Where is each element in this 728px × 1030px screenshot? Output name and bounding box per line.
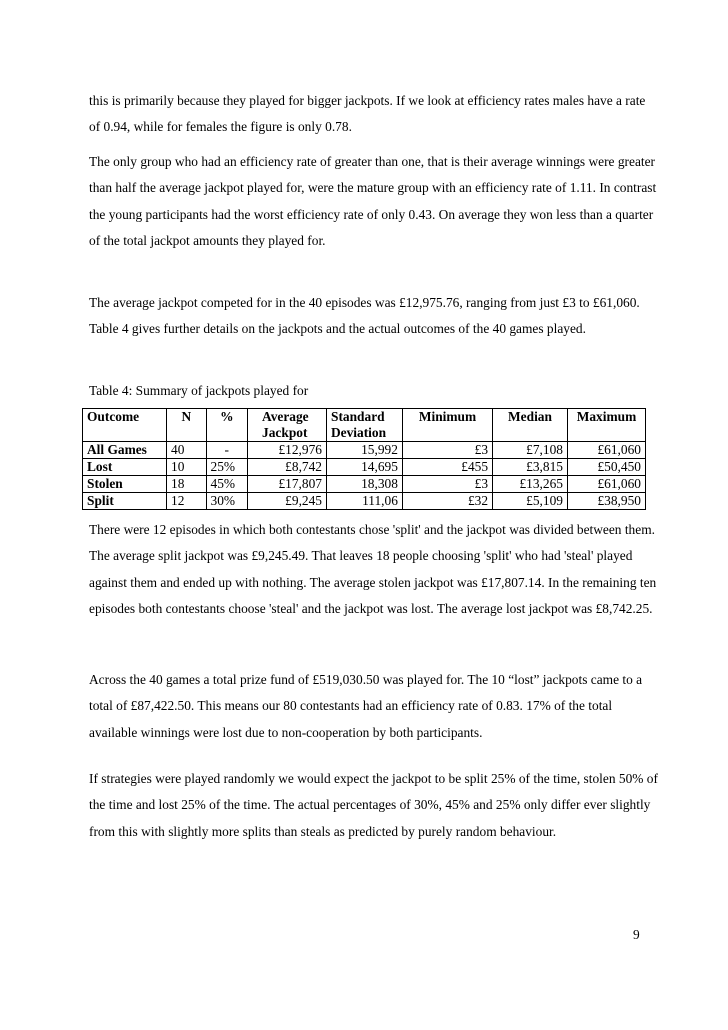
cell-percent: 30% bbox=[206, 493, 248, 510]
cell-average: £9,245 bbox=[248, 493, 327, 510]
table-row bbox=[83, 476, 646, 493]
jackpot-summary-table bbox=[82, 408, 646, 510]
table-row bbox=[83, 442, 646, 459]
cell-outcome: Stolen bbox=[83, 476, 167, 493]
cell-median: £13,265 bbox=[493, 476, 568, 493]
header-average-line1: Average bbox=[262, 409, 309, 424]
header-minimum: Minimum bbox=[402, 409, 492, 442]
cell-minimum: £32 bbox=[402, 493, 492, 510]
paragraph-average-jackpot: The average jackpot competed for in the 40 episodes was £12,975.76, ranging from just £3 to £61,060. Table 4 gives further details on the jackpots and the actual outcomes of the 40 games played. bbox=[89, 295, 640, 337]
header-n: N bbox=[167, 409, 206, 442]
header-median: Median bbox=[493, 409, 568, 442]
cell-n: 18 bbox=[167, 476, 206, 493]
cell-average: £12,976 bbox=[248, 442, 327, 459]
cell-minimum: £3 bbox=[402, 442, 492, 459]
cell-average: £17,807 bbox=[248, 476, 327, 493]
cell-n: 10 bbox=[167, 459, 206, 476]
header-percent: % bbox=[206, 409, 248, 442]
table-row bbox=[83, 459, 646, 476]
cell-percent: 25% bbox=[206, 459, 248, 476]
cell-outcome: All Games bbox=[83, 442, 167, 459]
header-average-jackpot bbox=[248, 409, 327, 442]
cell-maximum: £38,950 bbox=[567, 493, 645, 510]
cell-percent: 45% bbox=[206, 476, 248, 493]
cell-n: 40 bbox=[167, 442, 206, 459]
cell-stddev: 18,308 bbox=[327, 476, 403, 493]
cell-outcome: Lost bbox=[83, 459, 167, 476]
cell-maximum: £61,060 bbox=[567, 476, 645, 493]
header-maximum: Maximum bbox=[567, 409, 645, 442]
table-header-row bbox=[83, 409, 646, 442]
cell-stddev: 111,06 bbox=[327, 493, 403, 510]
cell-minimum: £3 bbox=[402, 476, 492, 493]
cell-percent: - bbox=[206, 442, 248, 459]
header-outcome: Outcome bbox=[83, 409, 167, 442]
cell-maximum: £61,060 bbox=[567, 442, 645, 459]
header-stddev-line2: Deviation bbox=[331, 425, 387, 440]
cell-minimum: £455 bbox=[402, 459, 492, 476]
table-caption: Table 4: Summary of jackpots played for bbox=[89, 383, 309, 398]
table-row bbox=[83, 493, 646, 510]
header-stddev-line1: Standard bbox=[331, 409, 385, 424]
cell-median: £7,108 bbox=[493, 442, 568, 459]
cell-n: 12 bbox=[167, 493, 206, 510]
cell-maximum: £50,450 bbox=[567, 459, 645, 476]
paragraph-random-strategies: If strategies were played randomly we would expect the jackpot to be split 25% of the time, stolen 50% of the time and lost 25% of the time. The actual percentages of 30%, 45% and 25% only differ ever slightly from this with slightly more splits than steals as predicted by purely random behaviour. bbox=[89, 771, 658, 839]
cell-outcome: Split bbox=[83, 493, 167, 510]
paragraph-split-outcomes: There were 12 episodes in which both contestants chose 'split' and the jackpot was divided between them. The average split jackpot was £9,245.49. That leaves 18 people choosing 'split' who had 'steal' played against them and ended up with nothing. The average stolen jackpot was £17,807.14. In the remaining ten episodes both contestants choose 'steal' and the jackpot was lost. The average lost jackpot was £8,742.25. bbox=[89, 522, 657, 616]
paragraph-prize-fund: Across the 40 games a total prize fund of £519,030.50 was played for. The 10 “lost” jackpots came to a total of £87,422.50. This means our 80 contestants had an efficiency rate of 0.83. 17% of the total available winnings were lost due to non-cooperation by both participants. bbox=[89, 672, 643, 740]
cell-stddev: 14,695 bbox=[327, 459, 403, 476]
paragraph-efficiency-gender: this is primarily because they played for bigger jackpots. If we look at efficiency rates males have a rate of 0.94, while for females the figure is only 0.78. bbox=[89, 93, 646, 135]
cell-stddev: 15,992 bbox=[327, 442, 403, 459]
cell-median: £5,109 bbox=[493, 493, 568, 510]
header-standard-deviation bbox=[327, 409, 403, 442]
paragraph-efficiency-groups: The only group who had an efficiency rate of greater than one, that is their average winnings were greater than half the average jackpot played for, were the mature group with an efficiency rate of 1.11. In contrast the young participants had the worst efficiency rate of only 0.43. On average they won less than a quarter of the total jackpot amounts they played for. bbox=[89, 154, 657, 248]
cell-average: £8,742 bbox=[248, 459, 327, 476]
header-average-line2: Jackpot bbox=[262, 425, 308, 440]
cell-median: £3,815 bbox=[493, 459, 568, 476]
page-number: 9 bbox=[633, 927, 640, 942]
